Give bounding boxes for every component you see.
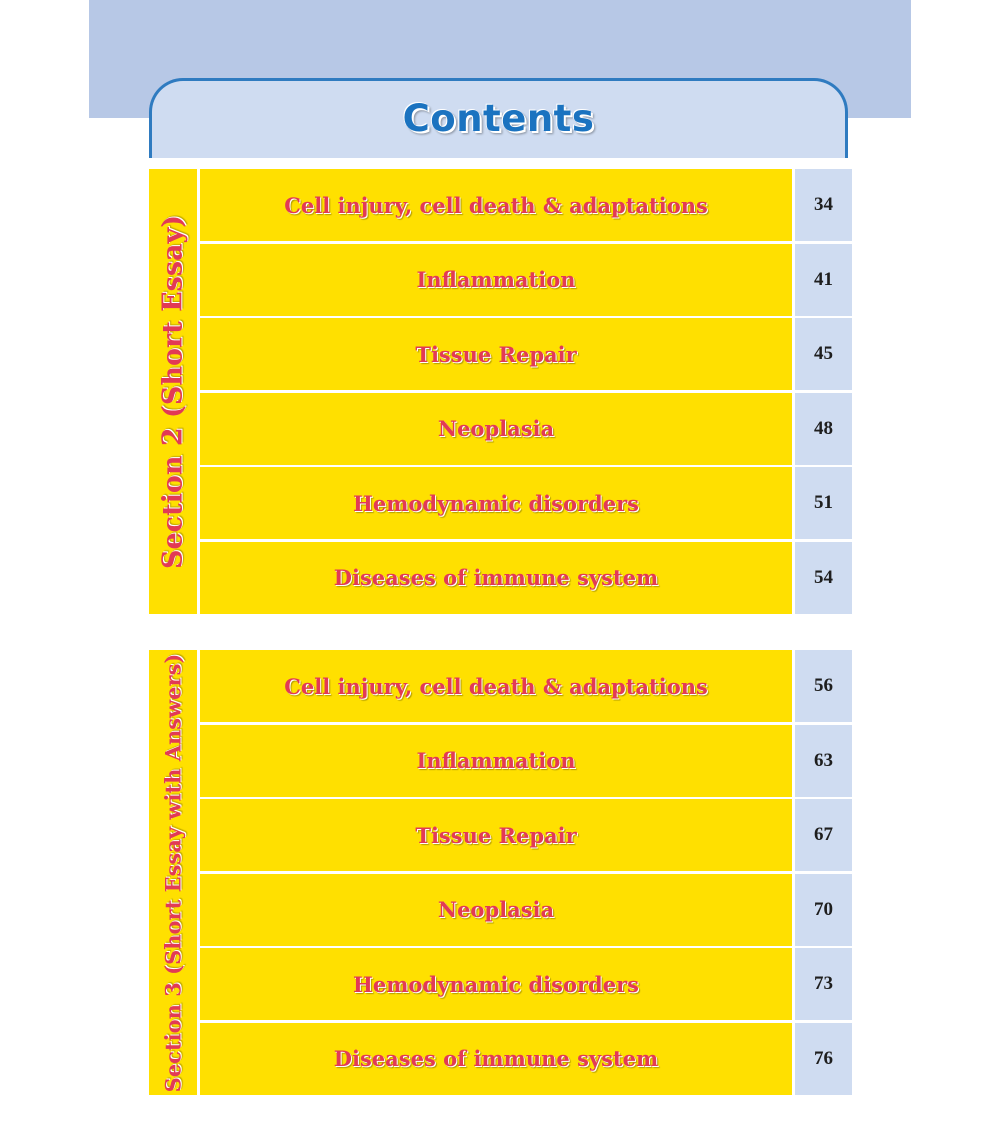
toc-row[interactable] (200, 393, 852, 465)
toc-row-page: 41 (795, 244, 852, 316)
toc-row[interactable] (200, 169, 852, 241)
toc-row-page: 63 (795, 725, 852, 797)
section-3-label-box (149, 650, 197, 1095)
toc-row-title[interactable]: Inflammation (200, 725, 792, 797)
toc-row[interactable] (200, 542, 852, 614)
section-2 (149, 169, 852, 614)
section-3 (149, 650, 852, 1095)
section-3-label: Section 3 (Short Essay with Answers) (160, 653, 186, 1092)
toc-row[interactable] (200, 318, 852, 390)
toc-row-page: 76 (795, 1023, 852, 1095)
toc-row-title[interactable]: Neoplasia (200, 393, 792, 465)
toc-row-title[interactable]: Hemodynamic disorders (200, 948, 792, 1020)
toc-row-title[interactable]: Cell injury, cell death & adaptations (200, 169, 792, 241)
toc-row-page: 48 (795, 393, 852, 465)
toc-row[interactable] (200, 799, 852, 871)
toc-row-title[interactable]: Diseases of immune system (200, 542, 792, 614)
toc-row[interactable] (200, 725, 852, 797)
toc-row-title[interactable]: Diseases of immune system (200, 1023, 792, 1095)
toc-row[interactable] (200, 650, 852, 722)
toc-row-title[interactable]: Neoplasia (200, 874, 792, 946)
toc-row[interactable] (200, 244, 852, 316)
toc-row-title[interactable]: Tissue Repair (200, 799, 792, 871)
toc-row-page: 73 (795, 948, 852, 1020)
toc-row-title[interactable]: Cell injury, cell death & adaptations (200, 650, 792, 722)
section-2-label-box (149, 169, 197, 614)
toc-row[interactable] (200, 874, 852, 946)
toc-row[interactable] (200, 467, 852, 539)
contents-header-tab (149, 78, 848, 158)
toc-row[interactable] (200, 1023, 852, 1095)
section-2-rows (200, 169, 852, 617)
toc-row-title[interactable]: Inflammation (200, 244, 792, 316)
toc-row-page: 34 (795, 169, 852, 241)
toc-row-page: 51 (795, 467, 852, 539)
section-2-label: Section 2 (Short Essay) (157, 214, 189, 569)
toc-row-page: 67 (795, 799, 852, 871)
page-title: Contents (402, 97, 595, 140)
toc-row-page: 56 (795, 650, 852, 722)
toc-row[interactable] (200, 948, 852, 1020)
toc-row-page: 45 (795, 318, 852, 390)
section-3-rows (200, 650, 852, 1098)
toc-row-page: 54 (795, 542, 852, 614)
toc-row-title[interactable]: Tissue Repair (200, 318, 792, 390)
toc-row-page: 70 (795, 874, 852, 946)
toc-row-title[interactable]: Hemodynamic disorders (200, 467, 792, 539)
